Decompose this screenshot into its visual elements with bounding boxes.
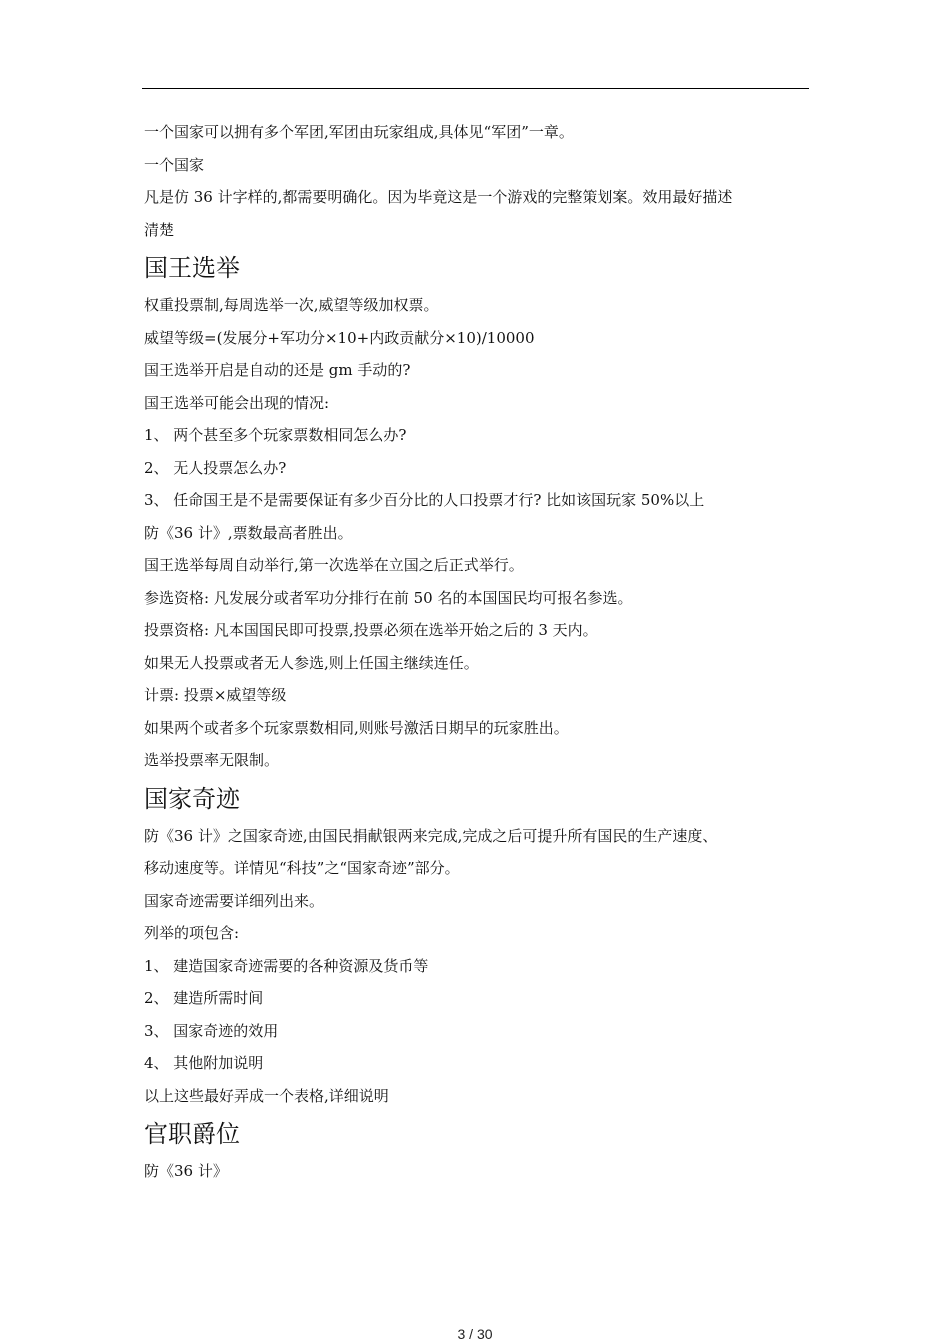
paragraph: 一个国家可以拥有多个军团,军团由玩家组成,具体见“军团”一章。: [144, 123, 574, 141]
paragraph: 以上这些最好弄成一个表格,详细说明: [144, 1086, 389, 1105]
list-item: 1、 建造国家奇迹需要的各种资源及货币等: [144, 956, 429, 975]
section-heading: 国王选举: [144, 254, 240, 282]
paragraph: 参选资格: 凡发展分或者军功分排行在前 50 名的本国国民均可报名参选。: [144, 588, 633, 607]
document-body: [144, 116, 804, 1188]
paragraph: 投票资格: 凡本国国民即可投票,投票必须在选举开始之后的 3 天内。: [144, 621, 598, 639]
paragraph: 威望等级=(发展分+军功分×10+内政贡献分×10)/10000: [144, 328, 535, 347]
paragraph: 选举投票率无限制。: [144, 751, 280, 769]
paragraph: 国王选举每周自动举行,第一次选举在立国之后正式举行。: [144, 556, 524, 574]
list-item: 2、 无人投票怎么办?: [144, 458, 287, 477]
header-rule: [142, 88, 809, 89]
paragraph: 移动速度等。详情见“科技”之“国家奇迹”部分。: [144, 859, 460, 877]
paragraph: 国王选举开启是自动的还是 gm 手动的?: [144, 361, 411, 379]
list-item: 1、 两个甚至多个玩家票数相同怎么办?: [144, 426, 407, 444]
list-item: 3、 任命国王是不是需要保证有多少百分比的人口投票才行? 比如该国玩家 50%以上: [144, 491, 705, 509]
list-item: 3、 国家奇迹的效用: [144, 1021, 279, 1040]
list-item: 4、 其他附加说明: [144, 1054, 264, 1072]
section-official-titles: [144, 1117, 804, 1188]
section-heading: 官职爵位: [144, 1120, 240, 1148]
list-item: 2、 建造所需时间: [144, 989, 264, 1007]
paragraph: 防《36 计》: [144, 1162, 228, 1180]
paragraph: 清楚: [144, 220, 175, 239]
section-heading: 国家奇迹: [144, 784, 240, 813]
paragraph: 防《36 计》,票数最高者胜出。: [144, 523, 353, 542]
section-king-election: [144, 251, 804, 777]
intro-block: [144, 116, 804, 246]
paragraph: 列举的项包含:: [144, 924, 240, 942]
page-number: 3 / 30: [457, 1326, 493, 1342]
section-national-wonder: [144, 782, 804, 1113]
paragraph: 防《36 计》之国家奇迹,由国民捐献银两来完成,完成之后可提升所有国民的生产速度、: [144, 826, 718, 845]
paragraph: 权重投票制,每周选举一次,威望等级加权票。: [144, 296, 439, 314]
paragraph: 计票: 投票×威望等级: [144, 686, 287, 704]
paragraph: 如果无人投票或者无人参选,则上任国主继续连任。: [144, 653, 479, 672]
paragraph: 一个国家: [144, 155, 205, 174]
paragraph: 如果两个或者多个玩家票数相同,则账号激活日期早的玩家胜出。: [144, 718, 569, 737]
paragraph: 国王选举可能会出现的情况:: [144, 393, 330, 412]
paragraph: 国家奇迹需要详细列出来。: [144, 891, 325, 910]
paragraph: 凡是仿 36 计字样的,都需要明确化。因为毕竟这是一个游戏的完整策划案。效用最好描述: [144, 188, 733, 206]
